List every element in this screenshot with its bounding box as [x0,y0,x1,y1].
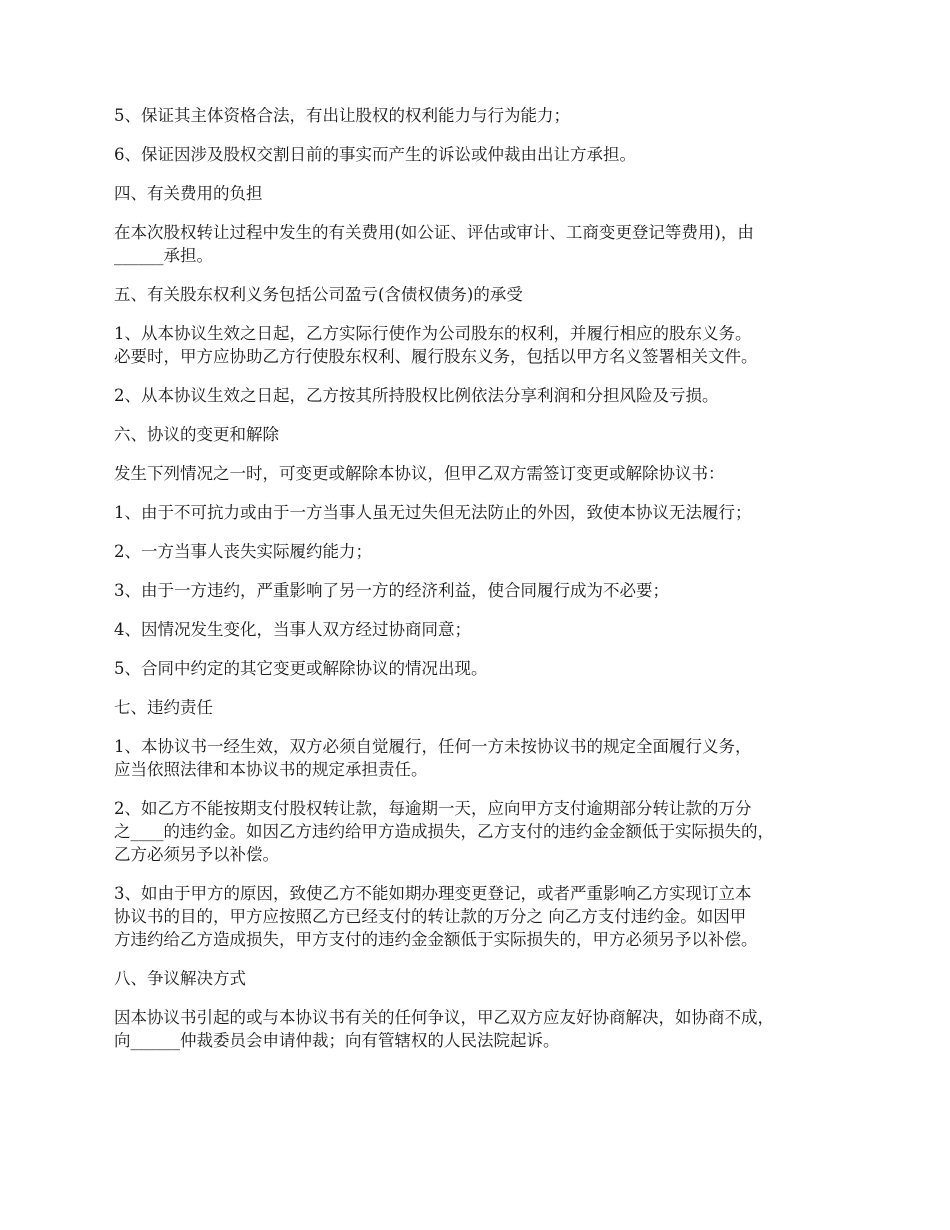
document-page [114,104,854,1068]
section-heading-fees: 四、有关费用的负担 [114,184,263,203]
clause-5-qualification: 5、保证其主体资格合法，有出让股权的权利能力与行为能力； [114,106,570,125]
amendment-clause-3: 3、由于一方违约，严重影响了另一方的经济利益，使合同履行成为不必要； [114,581,669,600]
amendment-clause-2: 2、一方当事人丧失实际履约能力； [114,542,372,561]
liability-clause-3: 3、如由于甲方的原因，致使乙方不能如期办理变更登记，或者严重影响乙方实现订立本 协议书的目的，甲方应按照乙方已经支付的转让款的万分之 向乙方支付违约金。如因甲 方违约给乙方造成损失，甲方支付的违约金金额低于实际损失的，甲方必须另予以补偿。 [114,884,758,949]
section-heading-dispute: 八、争议解决方式 [114,969,246,988]
clause-6-litigation: 6、保证因涉及股权交割日前的事实而产生的诉讼或仲裁由出让方承担。 [114,145,636,164]
section-heading-liability: 七、违约责任 [114,698,213,717]
liability-clause-2: 2、如乙方不能按期支付股权转让款，每逾期一天，应向甲方支付逾期部分转让款的万分 之____的违约金。如因乙方违约给甲方造成损失，乙方支付的违约金金额低于实际损失的， 乙方必须另予以补偿。 [114,799,774,864]
fees-paragraph: 在本次股权转让过程中发生的有关费用(如公证、评估或审计、工商变更登记等费用)，由 ______承担。 [114,223,754,265]
amendment-clause-1: 1、由于不可抗力或由于一方当事人虽无过失但无法防止的外因，致使本协议无法履行； [114,503,752,522]
rights-clause-2: 2、从本协议生效之日起，乙方按其所持股权比例依法分享利润和分担风险及亏损。 [114,386,719,405]
amendment-intro: 发生下列情况之一时，可变更或解除本协议，但甲乙双方需签订变更或解除协议书： [114,464,725,483]
amendment-clause-5: 5、合同中约定的其它变更或解除协议的情况出现。 [114,659,488,678]
section-heading-shareholder-rights: 五、有关股东权利义务包括公司盈亏(含债权债务)的承受 [114,285,523,304]
section-heading-amendment: 六、协议的变更和解除 [114,425,279,444]
liability-clause-1: 1、本协议书一经生效，双方必须自觉履行，任何一方未按协议书的规定全面履行义务， 应当依照法律和本协议书的规定承担责任。 [114,737,752,779]
dispute-paragraph: 因本协议书引起的或与本协议书有关的任何争议，甲乙双方应友好协商解决，如协商不成， 向______仲裁委员会申请仲裁；向有管辖权的人民法院起诉。 [114,1008,774,1050]
rights-clause-1: 1、从本协议生效之日起，乙方实际行使作为公司股东的权利，并履行相应的股东义务。 必要时，甲方应协助乙方行使股东权利、履行股东义务，包括以甲方名义签署相关文件。 [114,324,758,366]
amendment-clause-4: 4、因情况发生变化，当事人双方经过协商同意； [114,620,471,639]
